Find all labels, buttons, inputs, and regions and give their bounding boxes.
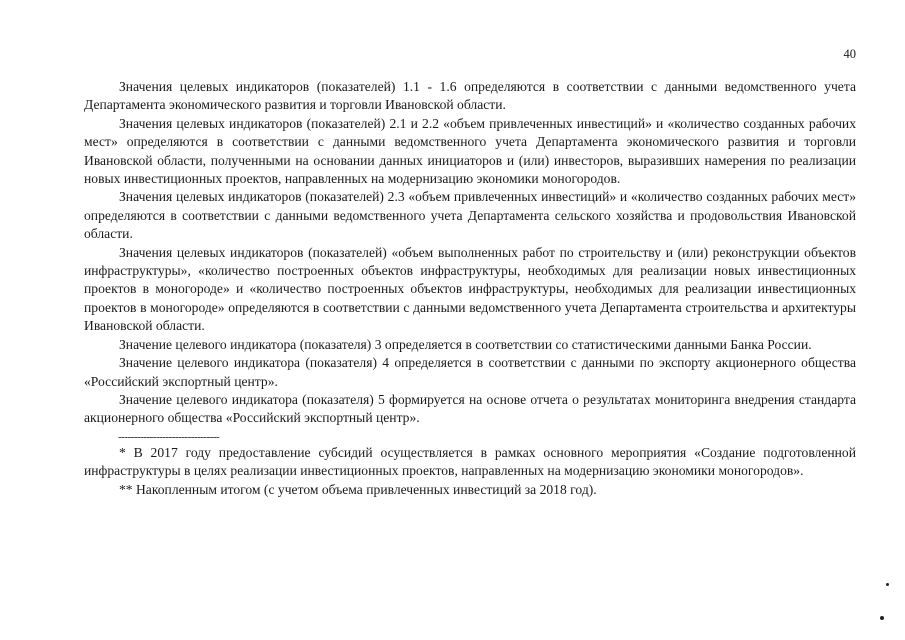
footnote-double-asterisk: ** Накопленным итогом (с учетом объема привлеченных инвестиций за 2018 год). (119, 481, 597, 497)
paragraph-indicators-2-1-2-2: Значения целевых индикаторов (показателей) 2.1 и 2.2 «объем привлеченных инвестиций» и «количество созданных рабочих мест» определяются в соответствии с данными ведомственного учета Департамента экономического развития и торговли Ивановской области, полученными на основании данных инициаторов и (или) инвесторов, выразивших намерения по реализации новых инвестиционных проектов, направленных на модернизацию экономики моногородов. (84, 115, 856, 187)
footnote-separator: -------------------------------- (118, 430, 220, 443)
scan-speck (886, 583, 889, 586)
scan-speck (880, 616, 884, 620)
paragraph-indicators-1-1-1-6: Значения целевых индикаторов (показателей) 1.1 - 1.6 определяются в соответствии с данными ведомственного учета Департамента экономического развития и торговли Ивановской области. (84, 79, 856, 113)
footnote-single-asterisk: * В 2017 году предоставление субсидий осуществляется в рамках основного мероприятия «Создание подготовленной инфраструктуры в целях реализации инвестиционных проектов, направленных на модернизацию экономики моногородов». (84, 444, 856, 479)
paragraph-infrastructure-indicators: Значения целевых индикаторов (показателей) «объем выполненных работ по строительству и (или) реконструкции объектов инфраструктуры», «количество построенных объектов инфраструктуры, необходимых для реализации новых инвестиционных проектов в моногороде» и «количество построенных объектов инфраструктуры, необходимых для реализации инвестиционных проектов в моногороде» определяются в соответствии с данными ведомственного учета Департамента строительства и архитектуры Ивановской области. (84, 244, 856, 334)
paragraph-indicator-4: Значение целевого индикатора (показателя) 4 определяется в соответствии с данными по экспорту акционерного общества «Российский экспортный центр». (84, 355, 856, 389)
paragraph-indicator-3: Значение целевого индикатора (показателя) 3 определяется в соответствии со статистическими данными Банка России. (119, 336, 812, 352)
paragraph-indicator-2-3: Значения целевых индикаторов (показателей) 2.3 «объем привлеченных инвестиций» и «количество созданных рабочих мест» определяются в соответствии с данными ведомственного учета Департамента сельского хозяйства и продовольствия Ивановской области. (84, 189, 856, 242)
page-number: 40 (843, 47, 856, 61)
paragraph-indicator-5: Значение целевого индикатора (показателя) 5 формируется на основе отчета о результатах мониторинга внедрения стандарта акционерного общества «Российский экспортный центр». (84, 391, 856, 426)
document-body (84, 78, 856, 499)
